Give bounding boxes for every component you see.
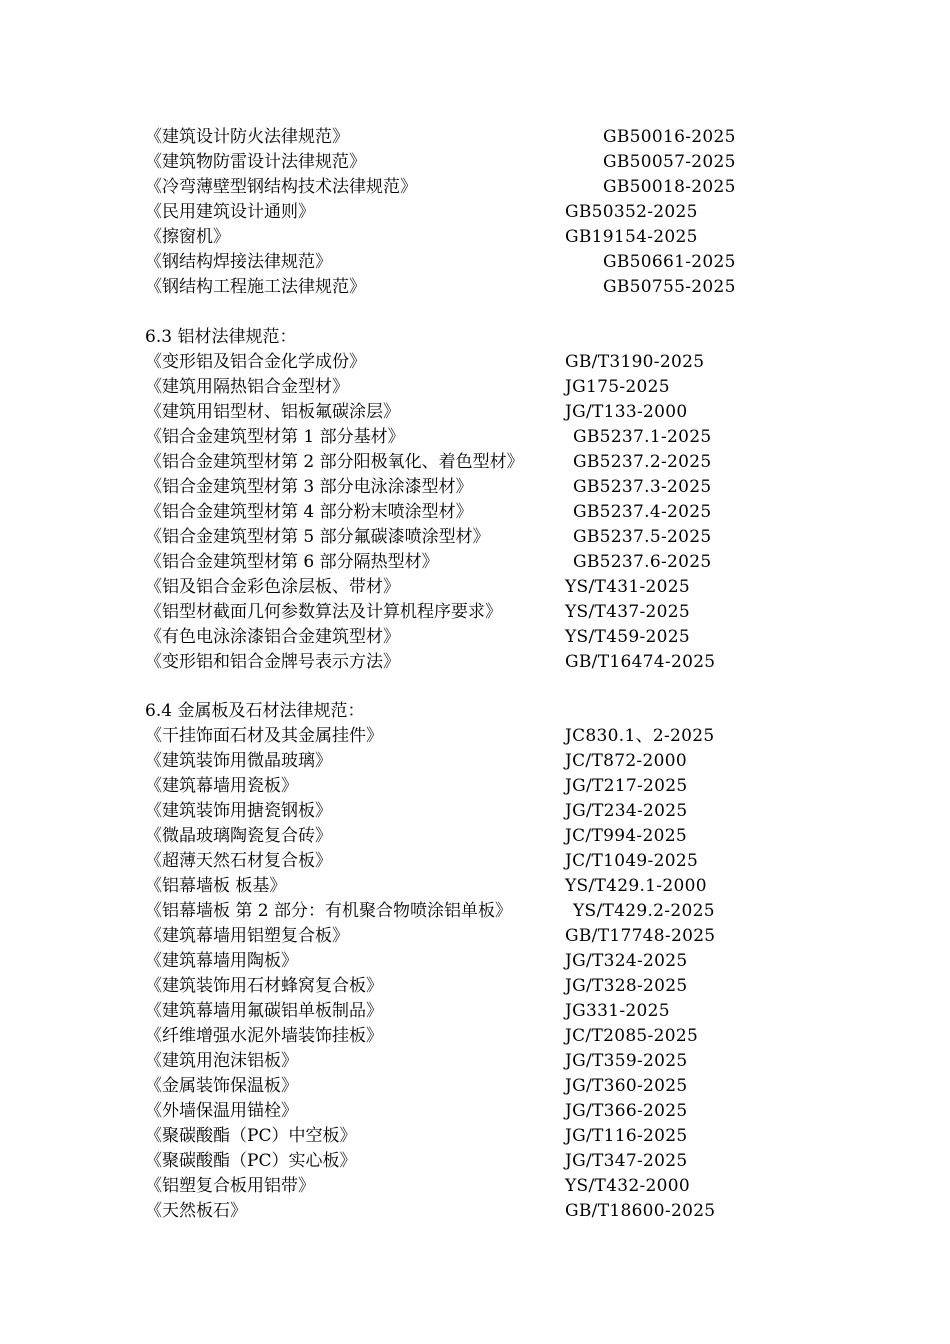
standard-title: 《擦窗机》: [145, 227, 230, 247]
standard-code: GB19154-2025: [565, 227, 698, 247]
standard-title: 《铝塑复合板用铝带》: [145, 1176, 315, 1196]
standard-title: 《聚碳酸酯（PC）实心板》: [145, 1151, 357, 1171]
standard-row: [0, 450, 950, 474]
standard-code: JG/T347-2025: [565, 1151, 688, 1171]
standard-code: GB50755-2025: [603, 277, 736, 297]
standard-row: [0, 824, 950, 848]
standard-row: [0, 774, 950, 798]
standard-code: GB5237.3-2025: [573, 477, 712, 497]
standard-title: 《铝合金建筑型材第 2 部分阳极氧化、着色型材》: [145, 452, 524, 472]
standard-title: 《铝合金建筑型材第 5 部分氟碳漆喷涂型材》: [145, 527, 490, 547]
standard-code: JG/T360-2025: [565, 1076, 688, 1096]
standard-code: YS/T432-2000: [565, 1176, 690, 1196]
standard-code: GB50352-2025: [565, 202, 698, 222]
standard-row: [0, 200, 950, 224]
standard-row: [0, 1199, 950, 1223]
standard-row: [0, 1099, 950, 1123]
standard-row: [0, 899, 950, 923]
standard-row: [0, 1174, 950, 1198]
standard-code: GB50018-2025: [603, 177, 736, 197]
standard-row: [0, 550, 950, 574]
standard-code: GB5237.2-2025: [573, 452, 712, 472]
standard-code: GB50057-2025: [603, 152, 736, 172]
standard-row: [0, 500, 950, 524]
section-heading-row: [0, 325, 950, 349]
standard-title: 《钢结构工程施工法律规范》: [145, 277, 366, 297]
standard-code: GB/T3190-2025: [565, 352, 705, 372]
standard-code: JC/T2085-2025: [565, 1026, 699, 1046]
standard-title: 《外墙保温用锚栓》: [145, 1101, 298, 1121]
standard-title: 《超薄天然石材复合板》: [145, 851, 332, 871]
standard-code: GB/T16474-2025: [565, 652, 716, 672]
standard-row: [0, 849, 950, 873]
standard-row: [0, 1149, 950, 1173]
standard-code: JG175-2025: [565, 377, 670, 397]
section-heading: 6.4 金属板及石材法律规范：: [145, 701, 365, 721]
standard-row: [0, 650, 950, 674]
standard-row: [0, 625, 950, 649]
standard-code: GB5237.4-2025: [573, 502, 712, 522]
standard-code: JG/T328-2025: [565, 976, 688, 996]
standard-title: 《铝合金建筑型材第 3 部分电泳涂漆型材》: [145, 477, 473, 497]
standard-code: JG/T366-2025: [565, 1101, 688, 1121]
standard-title: 《建筑装饰用搪瓷钢板》: [145, 801, 332, 821]
standard-title: 《钢结构焊接法律规范》: [145, 252, 332, 272]
standard-row: [0, 799, 950, 823]
standard-code: YS/T429.1-2000: [565, 876, 707, 896]
standard-code: YS/T437-2025: [565, 602, 690, 622]
standard-code: JG/T234-2025: [565, 801, 688, 821]
standard-code: JG/T324-2025: [565, 951, 688, 971]
standard-code: YS/T431-2025: [565, 577, 690, 597]
standard-row: [0, 1024, 950, 1048]
standard-title: 《铝幕墙板 第 2 部分：有机聚合物喷涂铝单板》: [145, 901, 513, 921]
standard-title: 《干挂饰面石材及其金属挂件》: [145, 726, 383, 746]
standard-row: [0, 974, 950, 998]
standard-row: [0, 225, 950, 249]
standard-title: 《建筑装饰用微晶玻璃》: [145, 751, 332, 771]
standard-title: 《民用建筑设计通则》: [145, 202, 315, 222]
standard-title: 《建筑用泡沫铝板》: [145, 1051, 298, 1071]
standard-row: [0, 999, 950, 1023]
standard-title: 《铝合金建筑型材第 1 部分基材》: [145, 427, 405, 447]
standard-title: 《铝型材截面几何参数算法及计算机程序要求》: [145, 602, 502, 622]
standard-title: 《建筑物防雷设计法律规范》: [145, 152, 366, 172]
standard-title: 《建筑设计防火法律规范》: [145, 127, 349, 147]
standard-title: 《纤维增强水泥外墙装饰挂板》: [145, 1026, 383, 1046]
standard-code: JG/T116-2025: [565, 1126, 688, 1146]
standard-row: [0, 949, 950, 973]
standard-row: [0, 600, 950, 624]
standard-row: [0, 400, 950, 424]
standard-row: [0, 475, 950, 499]
standard-row: [0, 724, 950, 748]
standard-title: 《铝幕墙板 板基》: [145, 876, 287, 896]
standard-code: GB/T17748-2025: [565, 926, 716, 946]
standard-title: 《微晶玻璃陶瓷复合砖》: [145, 826, 332, 846]
standard-row: [0, 350, 950, 374]
standard-row: [0, 250, 950, 274]
section-heading: 6.3 铝材法律规范：: [145, 327, 297, 347]
standard-title: 《建筑幕墙用氟碳铝单板制品》: [145, 1001, 383, 1021]
standard-title: 《建筑幕墙用铝塑复合板》: [145, 926, 349, 946]
standard-title: 《变形铝及铝合金化学成份》: [145, 352, 366, 372]
standard-code: JG/T133-2000: [565, 402, 688, 422]
standard-title: 《建筑幕墙用瓷板》: [145, 776, 298, 796]
standard-code: JG/T217-2025: [565, 776, 688, 796]
standard-row: [0, 425, 950, 449]
standard-code: JG331-2025: [565, 1001, 670, 1021]
standard-title: 《金属装饰保温板》: [145, 1076, 298, 1096]
standard-title: 《聚碳酸酯（PC）中空板》: [145, 1126, 357, 1146]
standard-code: JC830.1、2-2025: [565, 726, 715, 746]
standard-code: YS/T459-2025: [565, 627, 690, 647]
standard-title: 《建筑用铝型材、铝板氟碳涂层》: [145, 402, 400, 422]
standard-row: [0, 150, 950, 174]
standard-row: [0, 874, 950, 898]
standard-code: JC/T872-2000: [565, 751, 687, 771]
standard-title: 《铝合金建筑型材第 4 部分粉末喷涂型材》: [145, 502, 473, 522]
standard-title: 《冷弯薄壁型钢结构技术法律规范》: [145, 177, 417, 197]
section-heading-row: [0, 699, 950, 723]
standard-code: JC/T1049-2025: [565, 851, 699, 871]
standard-title: 《建筑用隔热铝合金型材》: [145, 377, 349, 397]
standard-row: [0, 125, 950, 149]
standard-row: [0, 175, 950, 199]
standard-row: [0, 1074, 950, 1098]
standard-code: YS/T429.2-2025: [573, 901, 715, 921]
standard-title: 《铝及铝合金彩色涂层板、带材》: [145, 577, 400, 597]
standard-title: 《铝合金建筑型材第 6 部分隔热型材》: [145, 552, 439, 572]
standard-row: [0, 375, 950, 399]
standard-row: [0, 1049, 950, 1073]
standard-row: [0, 924, 950, 948]
standard-code: GB/T18600-2025: [565, 1201, 716, 1221]
standard-code: JC/T994-2025: [565, 826, 687, 846]
standard-row: [0, 525, 950, 549]
standard-title: 《建筑幕墙用陶板》: [145, 951, 298, 971]
standard-title: 《建筑装饰用石材蜂窝复合板》: [145, 976, 383, 996]
standard-code: GB5237.5-2025: [573, 527, 712, 547]
standard-code: GB50016-2025: [603, 127, 736, 147]
standard-code: GB50661-2025: [603, 252, 736, 272]
standard-code: GB5237.6-2025: [573, 552, 712, 572]
standard-code: JG/T359-2025: [565, 1051, 688, 1071]
standard-row: [0, 1124, 950, 1148]
standard-code: GB5237.1-2025: [573, 427, 712, 447]
standard-row: [0, 275, 950, 299]
standard-row: [0, 749, 950, 773]
standard-title: 《天然板石》: [145, 1201, 247, 1221]
standard-title: 《变形铝和铝合金牌号表示方法》: [145, 652, 400, 672]
standard-title: 《有色电泳涂漆铝合金建筑型材》: [145, 627, 400, 647]
standard-row: [0, 575, 950, 599]
